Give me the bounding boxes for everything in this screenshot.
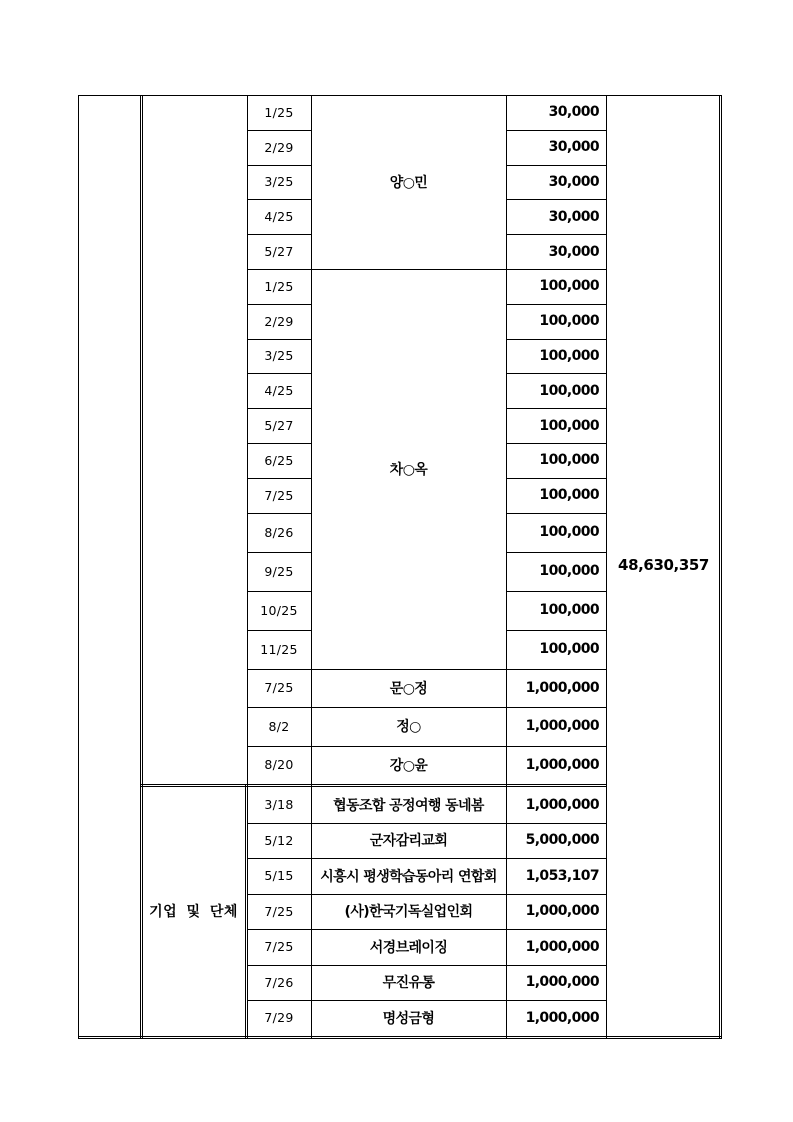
- donor-name-cell: 서경브레이징: [369, 939, 448, 956]
- donor-name-cell: 문○정: [389, 680, 428, 697]
- section-separator: [140, 784, 606, 785]
- column-rule: [247, 95, 248, 1039]
- date-cell: 4/25: [264, 209, 294, 225]
- date-cell: 10/25: [260, 602, 298, 618]
- amount-cell: 1,000,000: [525, 796, 599, 813]
- amount-cell: 30,000: [548, 173, 599, 190]
- donor-name-cell: 군자감리교회: [369, 833, 448, 850]
- amount-cell: 100,000: [539, 524, 599, 541]
- date-cell: 5/12: [264, 832, 294, 848]
- column-rule: [78, 95, 79, 1039]
- column-rule: [142, 95, 143, 1039]
- amount-cell: 100,000: [539, 452, 599, 469]
- date-cell: 7/25: [264, 939, 294, 955]
- amount-cell: 1,000,000: [525, 1009, 599, 1026]
- date-cell: 2/29: [264, 139, 294, 155]
- date-cell: 3/18: [264, 797, 294, 813]
- column-rule: [719, 95, 720, 1039]
- date-cell: 7/25: [264, 487, 294, 503]
- date-cell: 8/26: [264, 524, 294, 540]
- amount-cell: 100,000: [539, 347, 599, 364]
- amount-cell: 100,000: [539, 641, 599, 658]
- table-bottom-rule: [78, 1038, 722, 1039]
- amount-cell: 1,000,000: [525, 679, 599, 696]
- amount-cell: 30,000: [548, 208, 599, 225]
- amount-cell: 5,000,000: [525, 832, 599, 849]
- donor-name-cell: (사)한국기독실업인회: [344, 904, 473, 921]
- date-cell: 11/25: [260, 641, 298, 657]
- amount-cell: 1,000,000: [525, 756, 599, 773]
- section-separator: [140, 786, 606, 787]
- amount-cell: 100,000: [539, 382, 599, 399]
- amount-cell: 100,000: [539, 417, 599, 434]
- date-cell: 6/25: [264, 452, 294, 468]
- column-rule: [245, 784, 246, 1039]
- amount-cell: 100,000: [539, 563, 599, 580]
- amount-cell: 30,000: [548, 104, 599, 121]
- donor-name-cell: 강○윤: [389, 757, 428, 774]
- table-bottom-rule: [78, 1036, 722, 1037]
- amount-cell: 100,000: [539, 278, 599, 295]
- column-rule: [721, 95, 722, 1039]
- category-cell: 기업 및 단체: [149, 904, 238, 921]
- date-cell: 3/25: [264, 174, 294, 190]
- donor-name-cell: 차○옥: [389, 461, 428, 478]
- amount-cell: 1,000,000: [525, 718, 599, 735]
- date-cell: 4/25: [264, 383, 294, 399]
- donor-name-cell: 시흥시 평생학습동아리 연합회: [320, 868, 497, 885]
- column-rule: [140, 95, 141, 1039]
- date-cell: 5/27: [264, 244, 294, 260]
- date-cell: 9/25: [264, 563, 294, 579]
- total-amount-cell: 48,630,357: [618, 556, 709, 575]
- date-cell: 1/25: [264, 104, 294, 120]
- donor-name-cell: 명성금형: [382, 1010, 435, 1027]
- amount-cell: 1,000,000: [525, 974, 599, 991]
- date-cell: 7/25: [264, 903, 294, 919]
- column-rule: [606, 95, 607, 1039]
- column-rule: [311, 95, 312, 1039]
- amount-cell: 1,000,000: [525, 938, 599, 955]
- date-cell: 7/25: [264, 680, 294, 696]
- table-top-rule: [78, 95, 722, 96]
- date-cell: 8/20: [264, 757, 294, 773]
- amount-cell: 30,000: [548, 139, 599, 156]
- amount-cell: 1,000,000: [525, 903, 599, 920]
- donor-name-cell: 양○민: [389, 175, 428, 191]
- amount-cell: 100,000: [539, 487, 599, 504]
- amount-cell: 100,000: [539, 602, 599, 619]
- amount-cell: 30,000: [548, 243, 599, 260]
- column-rule: [506, 95, 507, 1039]
- donor-name-cell: 협동조합 공정여행 동네봄: [333, 797, 484, 814]
- date-cell: 2/29: [264, 313, 294, 329]
- date-cell: 5/15: [264, 868, 294, 884]
- date-cell: 5/27: [264, 418, 294, 434]
- date-cell: 1/25: [264, 278, 294, 294]
- amount-cell: 1,053,107: [525, 867, 599, 884]
- date-cell: 8/2: [268, 718, 290, 734]
- date-cell: 7/26: [264, 974, 294, 990]
- donor-name-cell: 정○: [396, 719, 421, 736]
- amount-cell: 100,000: [539, 313, 599, 330]
- date-cell: 3/25: [264, 348, 294, 364]
- donor-name-cell: 무진유통: [382, 975, 435, 992]
- date-cell: 7/29: [264, 1010, 294, 1026]
